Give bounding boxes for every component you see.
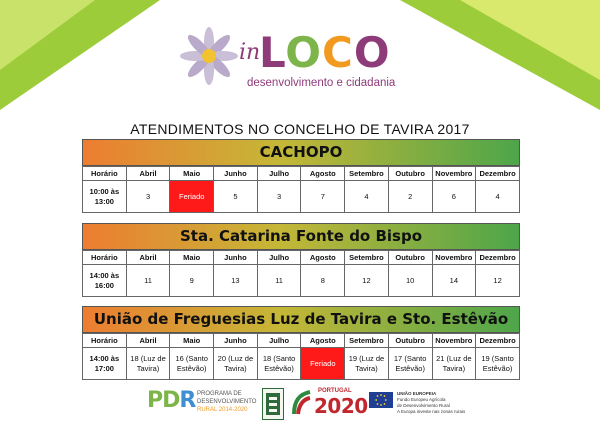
header-cell: Julho [257, 167, 301, 181]
table-row [83, 265, 520, 297]
header-row [83, 334, 520, 348]
logo-tagline: desenvolvimento e cidadania [247, 77, 396, 89]
month-cell: 12 [476, 265, 520, 297]
pdr-text: PROGRAMA DE DESENVOLVIMENTO RURAL 2014-2020 [197, 391, 257, 413]
header-cell: Junho [214, 334, 258, 348]
header-cell: Outubro [388, 167, 432, 181]
month-cell: 7 [301, 181, 345, 213]
month-cell: 12 [345, 265, 389, 297]
portugal-2020-icon [290, 390, 312, 416]
logo-in: in [239, 40, 261, 65]
month-cell: 9 [170, 265, 214, 297]
header-cell: Dezembro [476, 334, 520, 348]
schedule-table [82, 250, 520, 297]
hours-cell: 14:00 às 16:00 [83, 265, 127, 297]
section-title: Sta. Catarina Fonte do Bispo [82, 223, 520, 250]
header-row [83, 251, 520, 265]
month-cell: 5 [214, 181, 258, 213]
header-cell: Horário [83, 251, 127, 265]
eu-logo [369, 388, 466, 420]
logo-loco: LOCO [259, 28, 391, 77]
header-cell: Abril [126, 167, 170, 181]
month-cell: 19 (Luz de Tavira) [345, 348, 389, 380]
portugal-2020-logo [290, 388, 368, 420]
header-cell: Abril [126, 251, 170, 265]
section-title: CACHOPO [82, 139, 520, 166]
portugal-label: PORTUGAL [318, 388, 352, 394]
header-cell: Maio [170, 251, 214, 265]
pdr-2020-logo [147, 388, 262, 420]
header-cell: Maio [170, 167, 214, 181]
month-cell: 20 (Luz de Tavira) [214, 348, 258, 380]
month-cell: 18 (Santo Estêvão) [257, 348, 301, 380]
month-cell: 11 [257, 265, 301, 297]
hours-cell: 14:00 às 17:00 [83, 348, 127, 380]
in-loco-logo [175, 22, 425, 100]
header-cell: Junho [214, 251, 258, 265]
portugal-2020-number: 2020 [314, 394, 368, 418]
month-cell: 4 [345, 181, 389, 213]
hours-cell: 10:00 às 13:00 [83, 181, 127, 213]
header-cell: Outubro [388, 251, 432, 265]
table-row [83, 181, 520, 213]
section-cachopo [82, 139, 520, 213]
header-cell: Novembro [432, 334, 476, 348]
section-uniao-freguesias [82, 306, 520, 380]
holiday-cell: Feriado [301, 348, 345, 380]
header-cell: Agosto [301, 251, 345, 265]
eu-text: UNIÃO EUROPEIA Fundo Europeu Agrícola de Desenvolvimento Rural A Europa investe nas zonas rurais [397, 391, 466, 414]
month-cell: 19 (Santo Estêvão) [476, 348, 520, 380]
header-cell: Horário [83, 334, 127, 348]
leader-icon [263, 389, 283, 419]
eu-flag-icon [369, 392, 393, 408]
pdr-mark: PDR [147, 388, 196, 413]
month-cell: 8 [301, 265, 345, 297]
month-cell: 14 [432, 265, 476, 297]
header-cell: Setembro [345, 334, 389, 348]
header-cell: Novembro [432, 167, 476, 181]
month-cell: 4 [476, 181, 520, 213]
flower-icon [175, 22, 243, 90]
top-left-green-corner [0, 0, 160, 110]
holiday-cell: Feriado [170, 181, 214, 213]
header-cell: Agosto [301, 167, 345, 181]
month-cell: 2 [388, 181, 432, 213]
table-row [83, 348, 520, 380]
header-cell: Novembro [432, 251, 476, 265]
header-cell: Julho [257, 251, 301, 265]
month-cell: 17 (Santo Estêvão) [388, 348, 432, 380]
section-title: União de Freguesias Luz de Tavira e Sto. Estêvão [82, 306, 520, 333]
month-cell: 13 [214, 265, 258, 297]
page-title: ATENDIMENTOS NO CONCELHO DE TAVIRA 2017 [130, 121, 470, 137]
month-cell: 10 [388, 265, 432, 297]
header-cell: Setembro [345, 167, 389, 181]
header-row [83, 167, 520, 181]
schedule-table [82, 333, 520, 380]
section-sta-catarina [82, 223, 520, 297]
month-cell: 21 (Luz de Tavira) [432, 348, 476, 380]
schedule-table [82, 166, 520, 213]
month-cell: 3 [126, 181, 170, 213]
month-cell: 16 (Santo Estêvão) [170, 348, 214, 380]
leader-logo [262, 388, 284, 420]
month-cell: 11 [126, 265, 170, 297]
header-cell: Dezembro [476, 251, 520, 265]
header-cell: Junho [214, 167, 258, 181]
header-cell: Maio [170, 334, 214, 348]
header-cell: Dezembro [476, 167, 520, 181]
header-cell: Julho [257, 334, 301, 348]
header-cell: Horário [83, 167, 127, 181]
month-cell: 3 [257, 181, 301, 213]
top-right-green-corner [400, 0, 600, 110]
header-cell: Abril [126, 334, 170, 348]
month-cell: 18 (Luz de Tavira) [126, 348, 170, 380]
month-cell: 6 [432, 181, 476, 213]
header-cell: Outubro [388, 334, 432, 348]
header-cell: Agosto [301, 334, 345, 348]
header-cell: Setembro [345, 251, 389, 265]
